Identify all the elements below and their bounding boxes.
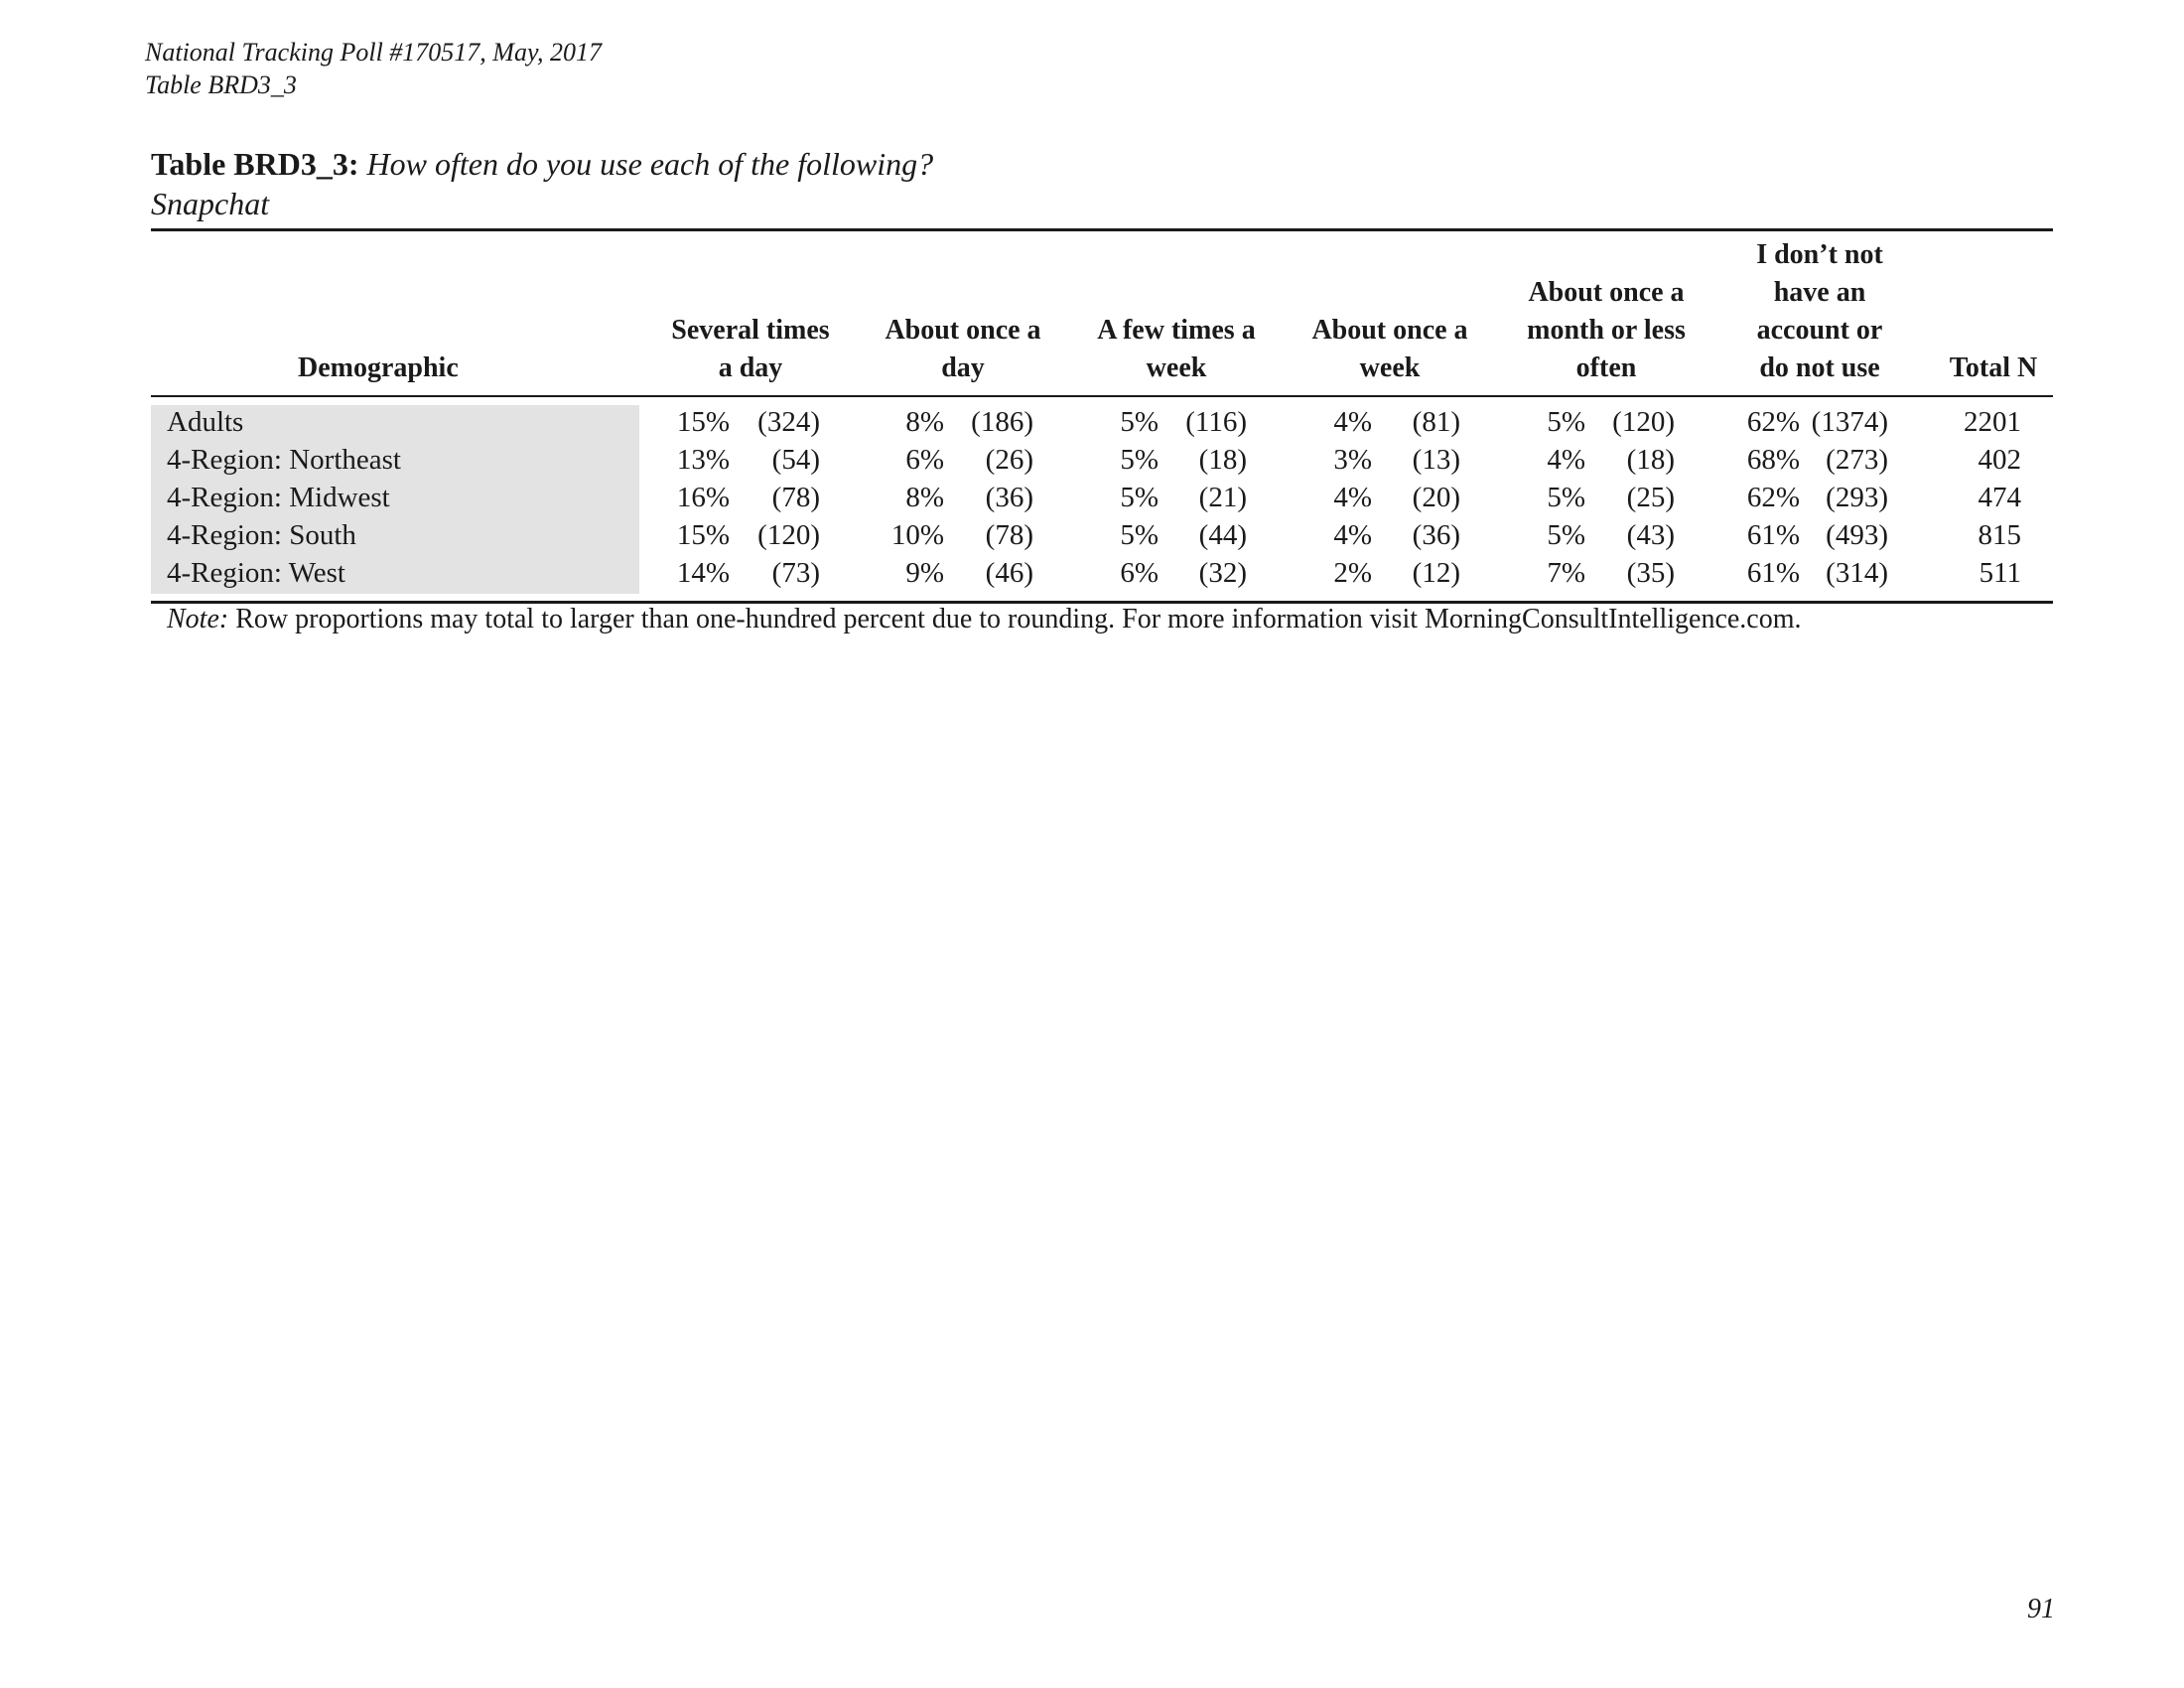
cell-percent: 5% — [1120, 406, 1159, 438]
column-header-several-times-a-day: Several times a day — [671, 315, 830, 383]
cell-percent: 4% — [1333, 519, 1372, 551]
cell-count: (293) — [1826, 482, 1888, 513]
cell-count: (81) — [1412, 406, 1460, 438]
cell-percent: 6% — [905, 444, 944, 476]
table-row — [0, 516, 2184, 554]
table-note-label: Note: — [167, 604, 229, 634]
column-header-no-account: I don’t not have an account or do not use — [1756, 239, 1883, 383]
table-title-question: How often do you use each of the following? — [366, 146, 934, 182]
cell-percent: 10% — [890, 519, 944, 551]
table-note-text: Row proportions may total to larger than one-hundred percent due to rounding. For more information visit MorningConsultIntelligence.com. — [235, 604, 1802, 634]
cell-count: (120) — [757, 519, 820, 551]
cell-percent: 16% — [676, 482, 730, 513]
cell-percent: 61% — [1746, 519, 1800, 551]
running-header-table: Table BRD3_3 — [145, 70, 297, 99]
cell-percent: 4% — [1333, 406, 1372, 438]
cell-percent: 9% — [905, 557, 944, 589]
cell-percent: 15% — [676, 519, 730, 551]
table-row — [0, 479, 2184, 516]
cell-total-n: 2201 — [1964, 406, 2021, 438]
column-header-about-once-a-week: About once a week — [1311, 315, 1468, 383]
cell-count: (314) — [1826, 557, 1888, 589]
cell-percent: 61% — [1746, 557, 1800, 589]
cell-count: (324) — [757, 406, 820, 438]
column-header-about-once-a-day: About once a day — [885, 315, 1041, 383]
page-number: 91 — [2027, 1594, 2055, 1624]
cell-count: (186) — [971, 406, 1033, 438]
cell-count: (20) — [1412, 482, 1460, 513]
table-row — [0, 554, 2184, 592]
cell-percent: 2% — [1333, 557, 1372, 589]
cell-count: (44) — [1198, 519, 1247, 551]
table-note — [167, 600, 1802, 639]
cell-count: (43) — [1626, 519, 1675, 551]
row-label: Adults — [167, 406, 244, 438]
table-row — [0, 441, 2184, 479]
cell-percent: 4% — [1547, 444, 1585, 476]
cell-percent: 62% — [1746, 406, 1800, 438]
cell-percent: 5% — [1120, 519, 1159, 551]
table-subtitle: Snapchat — [151, 186, 270, 221]
cell-total-n: 815 — [1978, 519, 2021, 551]
cell-total-n: 474 — [1978, 482, 2021, 513]
table-title-label: Table BRD3_3: — [151, 146, 359, 182]
row-label: 4-Region: Midwest — [167, 482, 390, 513]
cell-count: (26) — [985, 444, 1033, 476]
cell-percent: 5% — [1547, 519, 1585, 551]
cell-count: (36) — [985, 482, 1033, 513]
cell-count: (12) — [1412, 557, 1460, 589]
column-header-few-times-a-week: A few times a week — [1097, 315, 1256, 383]
cell-count: (35) — [1626, 557, 1675, 589]
cell-count: (120) — [1612, 406, 1675, 438]
cell-percent: 8% — [905, 482, 944, 513]
cell-percent: 5% — [1120, 444, 1159, 476]
cell-percent: 14% — [676, 557, 730, 589]
cell-percent: 4% — [1333, 482, 1372, 513]
cell-percent: 5% — [1547, 482, 1585, 513]
cell-total-n: 511 — [1979, 557, 2021, 589]
cell-count: (116) — [1185, 406, 1247, 438]
column-header-once-a-month-or-less: About once a month or less often — [1527, 277, 1686, 383]
cell-count: (493) — [1826, 519, 1888, 551]
cell-count: (36) — [1412, 519, 1460, 551]
cell-count: (78) — [771, 482, 820, 513]
cell-percent: 5% — [1120, 482, 1159, 513]
cell-count: (273) — [1826, 444, 1888, 476]
running-header-poll: National Tracking Poll #170517, May, 2017 — [145, 38, 603, 67]
column-header-demographic: Demographic — [298, 352, 459, 383]
cell-percent: 68% — [1746, 444, 1800, 476]
running-header — [145, 36, 602, 101]
cell-count: (18) — [1198, 444, 1247, 476]
cell-count: (54) — [771, 444, 820, 476]
row-label: 4-Region: South — [167, 519, 356, 551]
cell-percent: 13% — [676, 444, 730, 476]
cell-percent: 62% — [1746, 482, 1800, 513]
row-label: 4-Region: Northeast — [167, 444, 401, 476]
cell-count: (46) — [985, 557, 1033, 589]
cell-count: (73) — [771, 557, 820, 589]
table-title — [151, 144, 933, 223]
table-row — [0, 403, 2184, 441]
cell-percent: 3% — [1333, 444, 1372, 476]
column-header-total-n: Total N — [1949, 352, 2038, 383]
cell-total-n: 402 — [1978, 444, 2021, 476]
cell-count: (1374) — [1811, 406, 1888, 438]
cell-count: (32) — [1198, 557, 1247, 589]
cell-count: (18) — [1626, 444, 1675, 476]
cell-count: (78) — [985, 519, 1033, 551]
cell-percent: 15% — [676, 406, 730, 438]
table-header-rule — [151, 395, 2053, 397]
cell-percent: 5% — [1547, 406, 1585, 438]
cell-count: (21) — [1198, 482, 1247, 513]
cell-percent: 6% — [1120, 557, 1159, 589]
cell-percent: 8% — [905, 406, 944, 438]
cell-count: (13) — [1412, 444, 1460, 476]
cell-percent: 7% — [1547, 557, 1585, 589]
cell-count: (25) — [1626, 482, 1675, 513]
row-label: 4-Region: West — [167, 557, 345, 589]
table-top-rule — [151, 228, 2053, 231]
